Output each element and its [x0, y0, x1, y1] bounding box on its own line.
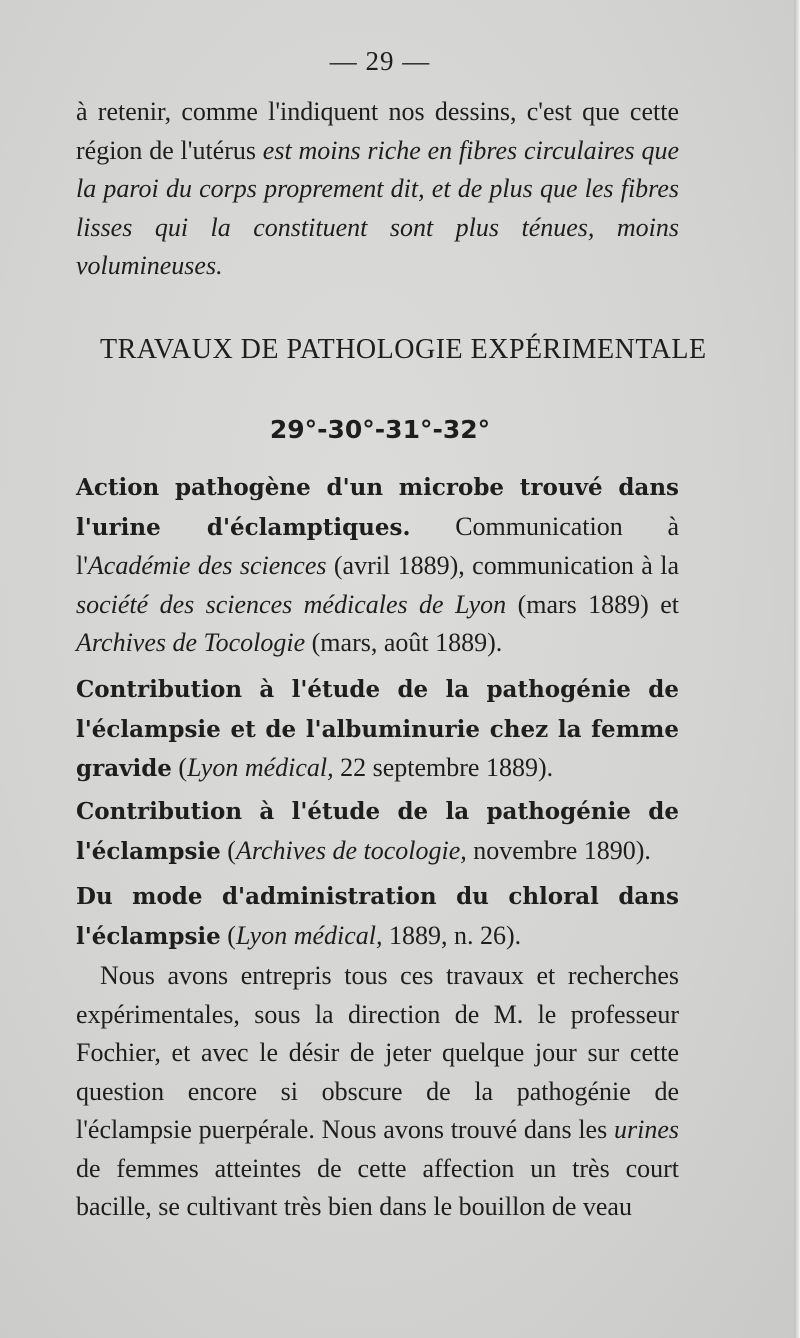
intro-text: à retenir, comme l'indiquent nos dessins, c'est que cette région de l'utérus: [76, 97, 679, 165]
intro-italic: est moins riche en fibres circulaires que la paroi du corps proprement dit, et de plus que les fibres lisses qui la constituent sont plus ténues, moins volumineuses.: [76, 135, 679, 280]
entry-italic: Archives de Tocologie: [76, 628, 306, 657]
page-number: — 29 —: [329, 46, 431, 76]
publication-numbers: 29°-30°-31°-32°: [269, 415, 491, 444]
publication-entry: [76, 468, 679, 663]
publication-entry: [76, 792, 679, 871]
publication-entry: [76, 670, 679, 789]
entry-text: (mars 1889) et: [506, 589, 679, 619]
entry-italic: Lyon médical,: [187, 753, 334, 782]
entry-italic: Archives de tocologie,: [235, 835, 467, 865]
section-heading: TRAVAUX DE PATHOLOGIE EXPÉRIMENTALE: [100, 334, 707, 365]
entry-title: Contribution à l'étude de la pathogénie de l'éclampsie et de l'albuminurie chez la femme gravide: [76, 676, 679, 782]
closing-paragraph: [76, 957, 679, 1227]
entry-title: Contribution à l'étude de la pathogénie de l'éclampsie: [76, 798, 679, 865]
entry-text: (avril 1889), communication à la: [326, 551, 679, 580]
entry-text: (: [171, 753, 188, 782]
publication-entry: [76, 877, 679, 956]
entry-text: (: [220, 920, 236, 950]
entry-text: (mars, août 1889).: [305, 628, 503, 657]
entry-italic: société des sciences médicales de Lyon: [76, 589, 507, 619]
entry-text: 22 septembre 1889).: [333, 753, 554, 782]
entry-italic: Académie des sciences: [87, 551, 327, 580]
entry-text: 1889, n. 26).: [382, 920, 522, 950]
closing-text: de femmes atteintes de cette affection un très court bacille, se cultivant très bien dans le bouillon de veau: [76, 1153, 679, 1221]
entry-text: novembre 1890).: [466, 835, 651, 865]
entry-italic: Lyon médical,: [235, 920, 383, 950]
closing-text: Nous avons entrepris tous ces travaux et recherches expérimentales, sous la direction de M. le professeur Fochier, et avec le désir de jeter quelque jour sur cette question encore si obscure de la pathogénie de l'éclampsie puerpérale. Nous avons trouvé dans les: [76, 961, 679, 1144]
entry-title: Du mode d'administration du chloral dans l'éclampsie: [76, 883, 679, 950]
entry-title: Action pathogène d'un microbe trouvé dans l'urine d'éclamptiques.: [76, 474, 679, 541]
entry-text: Communication à l': [76, 511, 679, 580]
intro-paragraph: [76, 93, 679, 286]
closing-italic: urines: [614, 1115, 679, 1144]
entry-text: (: [220, 835, 236, 865]
page-edge: [794, 0, 800, 1338]
